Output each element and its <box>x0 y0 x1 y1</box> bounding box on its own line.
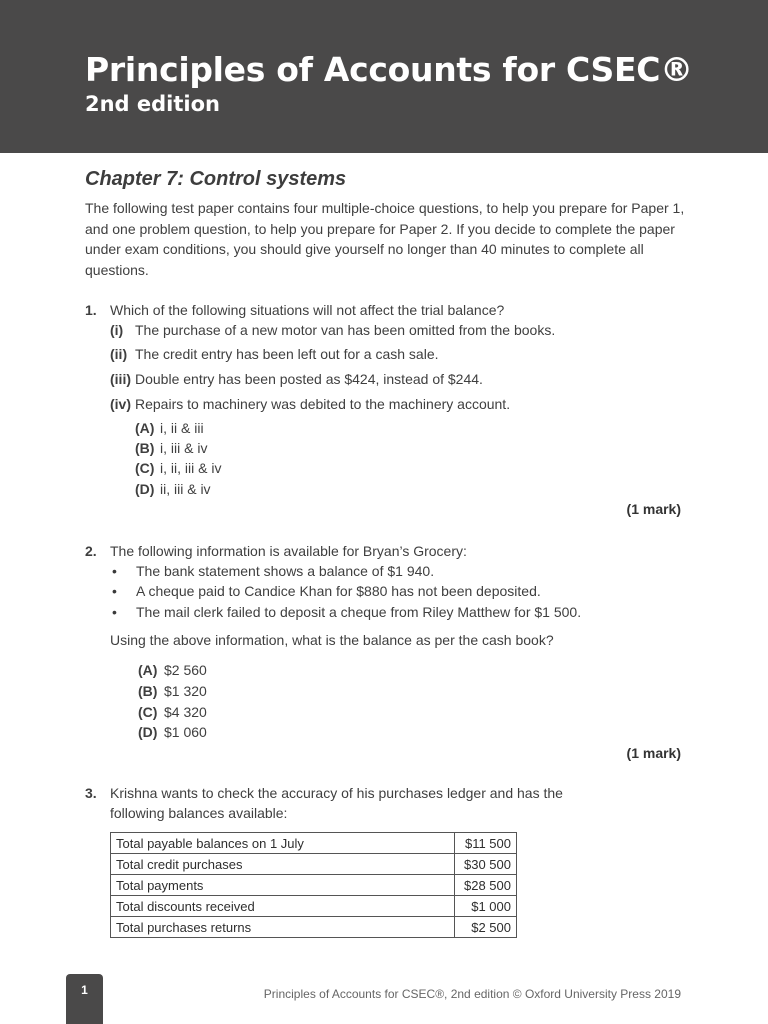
table-cell-label: Total payments <box>111 875 455 896</box>
table-row <box>111 854 517 875</box>
book-edition: 2nd edition <box>85 92 220 116</box>
q1-item-label: (iii) <box>110 371 131 387</box>
q2-option-label: (D) <box>138 724 158 740</box>
question-2-prompt: Using the above information, what is the balance as per the cash book? <box>110 632 554 648</box>
q1-option-label: (A) <box>135 420 155 436</box>
q1-item-label: (ii) <box>110 346 128 362</box>
chapter-title: Chapter 7: Control systems <box>85 168 347 190</box>
balances-table <box>110 832 517 938</box>
q2-option-text: $2 560 <box>164 662 207 678</box>
question-3-number: 3. <box>85 785 97 801</box>
q1-item-text: Repairs to machinery was debited to the machinery account. <box>135 396 511 412</box>
q2-option-text: $4 320 <box>164 704 207 720</box>
q2-option-label: (C) <box>138 704 158 720</box>
table-row <box>111 896 517 917</box>
bullet-icon: • <box>112 604 117 620</box>
table-cell-value: $1 000 <box>455 896 517 917</box>
q2-bullet-text: The mail clerk failed to deposit a cheque from Riley Matthew for $1 500. <box>136 604 582 620</box>
table-row <box>111 875 517 896</box>
q2-option-text: $1 060 <box>164 724 207 740</box>
q1-item-text: The purchase of a new motor van has been omitted from the books. <box>135 322 556 338</box>
q1-option-text: i, ii & iii <box>160 420 204 436</box>
page-number: 1 <box>81 983 88 997</box>
question-1-stem: Which of the following situations will not affect the trial balance? <box>110 302 505 318</box>
table-cell-value: $28 500 <box>455 875 517 896</box>
bullet-icon: • <box>112 583 117 599</box>
q2-mark: (1 mark) <box>626 745 681 761</box>
q1-item-text: Double entry has been posted as $424, instead of $244. <box>135 371 483 387</box>
question-2-stem: The following information is available for Bryan’s Grocery: <box>110 543 467 559</box>
q1-item-label: (iv) <box>110 396 131 412</box>
q2-option-label: (A) <box>138 662 158 678</box>
q1-item-label: (i) <box>110 322 124 338</box>
q1-item-text: The credit entry has been left out for a cash sale. <box>135 346 439 362</box>
q1-option-text: ii, iii & iv <box>160 481 211 497</box>
q1-mark: (1 mark) <box>626 501 681 517</box>
q2-option-text: $1 320 <box>164 683 207 699</box>
table-cell-value: $30 500 <box>455 854 517 875</box>
table-row <box>111 917 517 938</box>
q2-option-label: (B) <box>138 683 158 699</box>
question-1-number: 1. <box>85 302 97 318</box>
table-cell-value: $11 500 <box>455 833 517 854</box>
question-2-number: 2. <box>85 543 97 559</box>
question-3-stem-line-2: following balances available: <box>110 805 288 821</box>
table-row <box>111 833 517 854</box>
table-cell-value: $2 500 <box>455 917 517 938</box>
q1-option-label: (C) <box>135 460 155 476</box>
table-cell-label: Total credit purchases <box>111 854 455 875</box>
page-number-tab <box>66 974 103 1024</box>
book-title: Principles of Accounts for CSEC® <box>85 50 693 89</box>
table-cell-label: Total purchases returns <box>111 917 455 938</box>
intro-paragraph: The following test paper contains four multiple-choice questions, to help you prepare for Paper 1, and one problem question, to help you prepare for Paper 2. If you decide to complete the paper under exam conditions, you should give yourself no longer than 40 minutes to complete all questions. <box>85 200 685 278</box>
q1-option-label: (D) <box>135 481 155 497</box>
question-3-stem-line-1: Krishna wants to check the accuracy of his purchases ledger and has the <box>110 785 563 801</box>
q1-option-text: i, ii, iii & iv <box>160 460 222 476</box>
bullet-icon: • <box>112 563 117 579</box>
q2-bullet-text: A cheque paid to Candice Khan for $880 has not been deposited. <box>136 583 541 599</box>
footer-copyright: Principles of Accounts for CSEC®, 2nd edition © Oxford University Press 2019 <box>263 987 681 1001</box>
q2-bullet-text: The bank statement shows a balance of $1 940. <box>136 563 435 579</box>
table-cell-label: Total payable balances on 1 July <box>111 833 455 854</box>
q1-option-label: (B) <box>135 440 155 456</box>
q1-option-text: i, iii & iv <box>160 440 208 456</box>
table-cell-label: Total discounts received <box>111 896 455 917</box>
